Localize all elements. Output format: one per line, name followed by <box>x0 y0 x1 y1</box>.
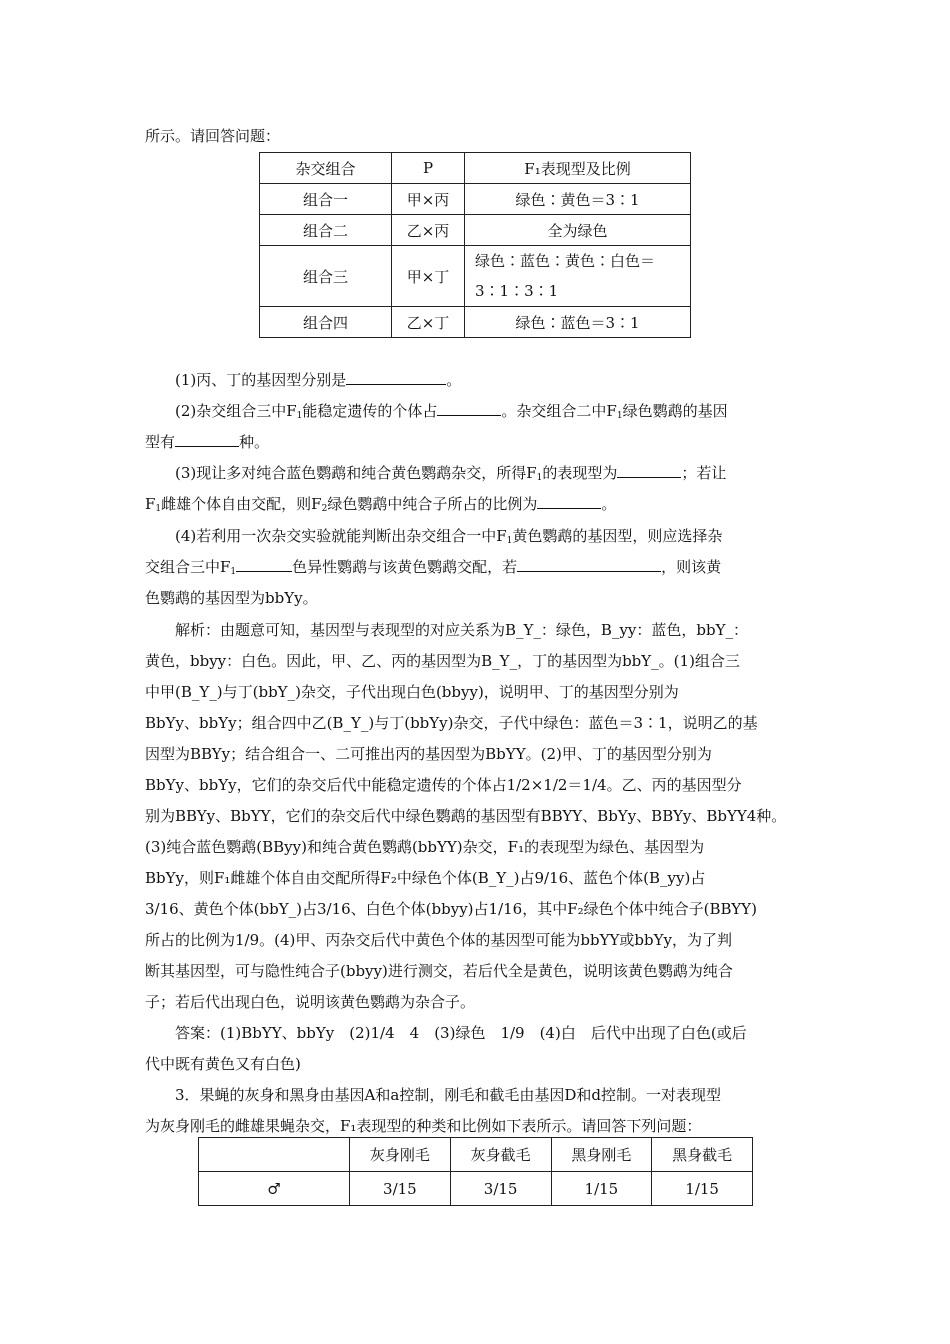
question-text: 种。 <box>239 433 270 451</box>
table-header-cell: 黑身截毛 <box>652 1138 753 1172</box>
table-header-cell: P <box>392 153 465 184</box>
analysis-line: 因型为BBYy；结合组合一、二可推出丙的基因型为BbYY。(2)甲、丁的基因型分别为 <box>145 745 712 763</box>
table-header-cell: 灰身截毛 <box>450 1138 551 1172</box>
analysis-line: 所占的比例为1/9。(4)甲、丙杂交后代中黄色个体的基因型可能为bbYY或bbYy，为了判 <box>145 931 732 949</box>
question-text: (3)现让多对纯合蓝色鹦鹉和纯合黄色鹦鹉杂交，所得F <box>175 464 537 482</box>
question-text: F <box>145 495 156 513</box>
question-3-line-2 <box>145 494 810 514</box>
fly-phenotype-table <box>198 1137 753 1206</box>
subscript: 1 <box>230 567 237 577</box>
question-1 <box>175 370 810 390</box>
answer-line: 答案：(1)BbYY、bbYy (2)1/4 4 (3)绿色 1/9 (4)白 后代中出现了白色(或后 <box>175 1024 747 1042</box>
question-2-line-1 <box>175 401 810 421</box>
subscript: 2 <box>321 504 328 514</box>
analysis-line: 别为BBYy、BbYY，它们的杂交后代中绿色鹦鹉的基因型有BBYY、BbYy、BBYy、BbYY4种。 <box>145 807 787 825</box>
question-text: 绿色鹦鹉的基因 <box>622 402 728 420</box>
question-text: ，则该黄 <box>661 558 722 576</box>
question-text: (2)杂交组合三中F <box>175 402 297 420</box>
question-text: 的表现型为 <box>542 464 618 482</box>
question-2-line-2 <box>145 432 810 452</box>
table-header-cell: 杂交组合 <box>260 153 392 184</box>
answer-blank <box>517 557 661 572</box>
problem-3-line: 3．果蝇的灰身和黑身由基因A和a控制，刚毛和截毛由基因D和d控制。一对表现型 <box>175 1086 721 1104</box>
question-text: ；若让 <box>681 464 727 482</box>
analysis-line: 断其基因型，可与隐性纯合子(bbyy)进行测交，若后代全是黄色，说明该黄色鹦鹉为纯合 <box>145 962 733 980</box>
subscript: 1 <box>616 411 623 421</box>
question-text: 。 <box>446 371 462 389</box>
analysis-line: BbYy、bbYy；组合四中乙(B_Y_)与丁(bbYy)杂交，子代中绿色：蓝色＝3∶1，说明乙的基 <box>145 714 758 732</box>
table-header-cell <box>199 1138 350 1172</box>
question-text: 雌雄个体自由交配，则F <box>161 495 322 513</box>
table-cell: 1/15 <box>551 1172 652 1206</box>
table-cell: 3/15 <box>450 1172 551 1206</box>
table-cell: 组合三 <box>260 246 392 307</box>
table-cell: 乙×丁 <box>392 307 465 338</box>
table-header-cell: 灰身刚毛 <box>350 1138 451 1172</box>
question-text: (1)丙、丁的基因型分别是 <box>175 371 347 389</box>
table-cell: 3/15 <box>350 1172 451 1206</box>
problem-3-line: 为灰身刚毛的雌雄果蝇杂交，F₁表现型的种类和比例如下表所示。请回答下列问题： <box>145 1117 702 1135</box>
question-text: 色异性鹦鹉与该黄色鹦鹉交配，若 <box>292 558 518 576</box>
table-cell: 绿色∶黄色＝3∶1 <box>465 184 691 215</box>
table-cell: 绿色∶蓝色＝3∶1 <box>465 307 691 338</box>
question-3-line-1 <box>175 463 810 483</box>
question-text: 绿色鹦鹉中纯合子所占的比例为 <box>327 495 538 513</box>
male-symbol-cell: ♂ <box>199 1172 350 1206</box>
subscript: 1 <box>536 473 543 483</box>
question-text: 黄色鹦鹉的基因型，则应选择杂 <box>512 527 723 545</box>
answer-blank <box>617 463 681 478</box>
answer-blank <box>537 494 601 509</box>
table-cell: 甲×丙 <box>392 184 465 215</box>
analysis-line: (3)纯合蓝色鹦鹉(BByy)和纯合黄色鹦鹉(bbYY)杂交，F₁的表现型为绿色、基因型为 <box>145 838 705 856</box>
table-cell: 绿色∶蓝色∶黄色∶白色＝3∶1∶3∶1 <box>465 246 691 307</box>
analysis-line: BbYy，则F₁雌雄个体自由交配所得F₂中绿色个体(B_Y_)占9/16、蓝色个体(B_yy)占 <box>145 869 706 887</box>
analysis-line: 中甲(B_Y_)与丁(bbY_)杂交，子代出现白色(bbyy)，说明甲、丁的基因型分别为 <box>145 683 679 701</box>
analysis-line: BbYy、bbYy，它们的杂交后代中能稳定遗传的个体占1/2×1/2＝1/4。乙、丙的基因型分 <box>145 776 742 794</box>
question-text: 。 <box>601 495 617 513</box>
analysis-line: 子；若后代出现白色，说明该黄色鹦鹉为杂合子。 <box>145 993 476 1011</box>
question-text: 交组合三中F <box>145 558 231 576</box>
table-cell: 乙×丙 <box>392 215 465 246</box>
table-row <box>260 246 691 307</box>
table-header-row <box>260 153 691 184</box>
table-cell: 甲×丁 <box>392 246 465 307</box>
question-4-line-2 <box>145 557 810 577</box>
cross-results-table <box>259 152 691 338</box>
question-text: 能稳定遗传的个体占 <box>302 402 438 420</box>
table-cell: 全为绿色 <box>465 215 691 246</box>
table-row <box>260 307 691 338</box>
answer-blank <box>236 557 292 572</box>
table-row <box>260 184 691 215</box>
answer-line: 代中既有黄色又有白色) <box>145 1055 301 1073</box>
answer-blank <box>175 432 239 447</box>
question-4-line-3: 色鹦鹉的基因型为bbYy。 <box>145 589 318 607</box>
table-cell: 1/15 <box>652 1172 753 1206</box>
table-header-cell: 黑身刚毛 <box>551 1138 652 1172</box>
table-row <box>199 1172 753 1206</box>
subscript: 1 <box>155 504 162 514</box>
question-4-line-1 <box>175 526 810 546</box>
intro-text: 所示。请回答问题： <box>145 127 281 145</box>
question-text: 。杂交组合二中F <box>501 402 617 420</box>
table-cell: 组合四 <box>260 307 392 338</box>
question-text: (4)若利用一次杂交实验就能判断出杂交组合一中F <box>175 527 507 545</box>
answer-blank <box>437 401 501 416</box>
analysis-line: 3/16、黄色个体(bbY_)占3/16、白色个体(bbyy)占1/16，其中F₂绿色个体中纯合子(BBYY) <box>145 900 757 918</box>
question-text: 型有 <box>145 433 176 451</box>
subscript: 1 <box>296 411 303 421</box>
table-header-cell: F₁表现型及比例 <box>465 153 691 184</box>
table-row <box>260 215 691 246</box>
answer-blank <box>346 370 446 385</box>
analysis-line: 黄色，bbyy：白色。因此，甲、乙、丙的基因型为B_Y_，丁的基因型为bbY_。(1)组合三 <box>145 652 740 670</box>
analysis-line: 解析：由题意可知，基因型与表现型的对应关系为B_Y_：绿色，B_yy：蓝色，bbY_： <box>175 621 749 639</box>
table-cell: 组合一 <box>260 184 392 215</box>
table-cell: 组合二 <box>260 215 392 246</box>
subscript: 1 <box>506 536 513 546</box>
table-header-row <box>199 1138 753 1172</box>
